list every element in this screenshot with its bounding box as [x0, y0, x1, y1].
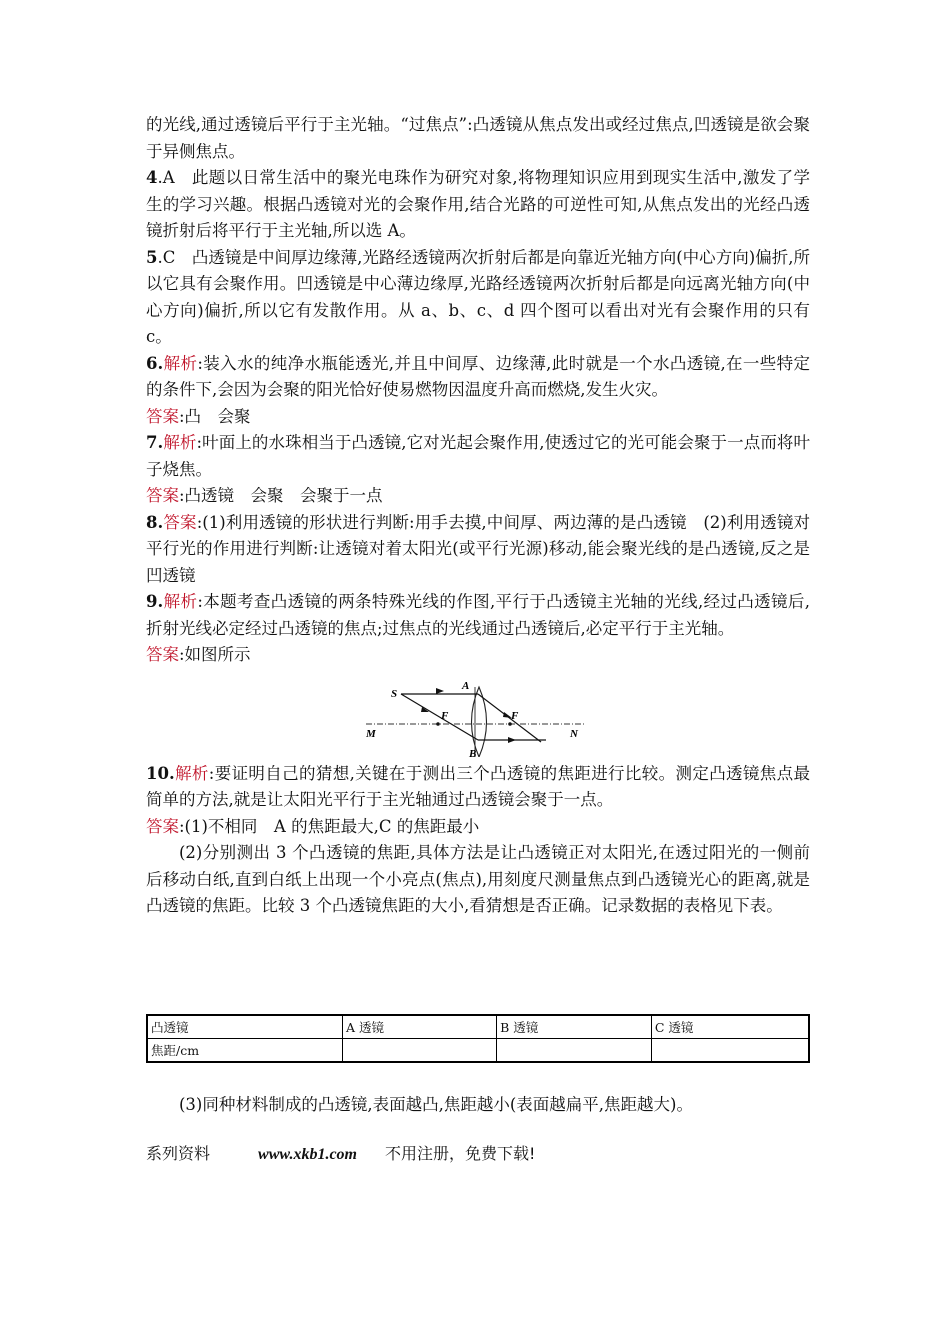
lens-ray-svg: [366, 679, 586, 757]
focal-length-table: [146, 1014, 810, 1063]
question-text: .C 凸透镜是中间厚边缘薄,光路经透镜两次折射后都是向靠近光轴方向(中心方向)偏折,所以它具有会聚作用。凹透镜是中心薄边缘厚,光路经透镜两次折射后都是向远离光轴方向(中心方向)偏折,所以它有发散作用。从 a、b、c、d 四个图可以看出对光有会聚作用的只有 c。: [146, 247, 810, 346]
analysis-label: 解析: [163, 592, 198, 611]
answer-label: 答案: [163, 512, 197, 532]
question-number: 10: [146, 763, 169, 783]
answer-text: :凸透镜 会聚 会聚于一点: [179, 486, 383, 505]
answer-10: [146, 814, 810, 841]
question-text: :装入水的纯净水瓶能透光,并且中间厚、边缘薄,此时就是一个水凸透镜,在一些特定的条件下,会因为会聚的阳光恰好使易燃物因温度升高而燃烧,发生火灾。: [146, 353, 811, 399]
table-cell: [497, 1039, 652, 1063]
table-header-cell: B 透镜: [497, 1015, 652, 1039]
arrow-icon: [508, 737, 516, 743]
question-number: 5: [146, 247, 158, 267]
question-9: 9.解析:本题考查凸透镜的两条特殊光线的作图,平行于凸透镜主光轴的光线,经过凸透镜后,折射光线必定经过凸透镜的焦点;过焦点的光线通过凸透镜后,必定平行于主光轴。: [146, 592, 811, 638]
question-number: 8: [146, 512, 158, 532]
label-b: B: [469, 747, 477, 757]
analysis-label: 解析: [174, 763, 209, 783]
answer-text: :(1)不相同 A 的焦距最大,C 的焦距最小: [179, 816, 480, 836]
answer-label: 答案: [146, 406, 179, 426]
footer-left: 系列资料: [146, 1144, 211, 1163]
answer-label: 答案: [146, 816, 179, 836]
question-text: :本题考查凸透镜的两条特殊光线的作图,平行于凸透镜主光轴的光线,经过凸透镜后,折射光线必定经过凸透镜的焦点;过焦点的光线通过凸透镜后,必定平行于主光轴。: [146, 592, 811, 638]
question-number: 9: [146, 592, 158, 611]
answer-10-part-2: (2)分别测出 3 个凸透镜的焦距,具体方法是让凸透镜正对太阳光,在透过阳光的一侧前后移动白纸,直到白纸上出现一个小亮点(焦点),用刻度尺测量焦点到凸透镜光心的距离,就是凸透镜的焦距。比较 3 个凸透镜焦距的大小,看猜想是否正确。记录数据的表格见下表。: [146, 843, 810, 915]
document-body: [146, 112, 810, 920]
question-text: :要证明自己的猜想,关键在于测出三个凸透镜的焦距进行比较。测定凸透镜焦点最简单的方法,就是让太阳光平行于主光轴通过凸透镜会聚于一点。: [146, 763, 810, 809]
question-text: :叶面上的水珠相当于凸透镜,它对光起会聚作用,使透过它的光可能会聚于一点而将叶子烧焦。: [146, 433, 810, 479]
table-cell: [343, 1039, 497, 1063]
question-4: [146, 165, 810, 245]
question-10: 10.解析:要证明自己的猜想,关键在于测出三个凸透镜的焦距进行比较。测定凸透镜焦点最简单的方法,就是让太阳光平行于主光轴通过凸透镜会聚于一点。: [146, 763, 810, 809]
convex-lens: [472, 687, 487, 757]
answer-6: [146, 404, 810, 431]
table-header-cell: 凸透镜: [147, 1015, 343, 1039]
table-header-row: [147, 1015, 809, 1039]
label-f-right: F: [511, 709, 519, 722]
question-5: [146, 245, 810, 351]
footer: [146, 1141, 810, 1164]
answer-label: 答案: [146, 486, 179, 505]
table-row-label: 焦距/cm: [147, 1039, 343, 1063]
arrow-icon: [436, 688, 444, 694]
answer-9: [146, 642, 810, 669]
answer-10-part-3: (3)同种材料制成的凸透镜,表面越凸,焦距越小(表面越扁平,焦距越大)。: [179, 1095, 693, 1114]
intro-paragraph: 的光线,通过透镜后平行于主光轴。“过焦点”:凸透镜从焦点发出或经过焦点,凹透镜是欲会聚于异侧焦点。: [146, 115, 810, 161]
focus-point-left: [436, 722, 440, 726]
question-7: 7.解析:叶面上的水珠相当于凸透镜,它对光起会聚作用,使透过它的光可能会聚于一点而将叶子烧焦。: [146, 433, 810, 479]
table-header-cell: C 透镜: [651, 1015, 809, 1039]
footer-right: 不用注册，免费下载!: [384, 1144, 536, 1163]
table-cell: [651, 1039, 809, 1063]
question-8: 8.答案:(1)利用透镜的形状进行判断:用手去摸,中间厚、两边薄的是凸透镜 (2)利用透镜对平行光的作用进行判断:让透镜对着太阳光(或平行光源)移动,能会聚光线的是凸透镜,反之是凹透镜: [146, 512, 811, 585]
table-header-cell: A 透镜: [343, 1015, 497, 1039]
footer-site-link[interactable]: www.xkb1.com: [258, 1146, 357, 1163]
question-number: 7: [146, 433, 158, 452]
question-6: 6.解析:装入水的纯净水瓶能透光,并且中间厚、边缘薄,此时就是一个水凸透镜,在一些特定的条件下,会因为会聚的阳光恰好使易燃物因温度升高而燃烧,发生火灾。: [146, 353, 811, 399]
label-n: N: [570, 727, 578, 740]
answer-label: 答案: [146, 645, 179, 664]
answer-text: :凸 会聚: [179, 406, 251, 426]
answer-7: [146, 483, 810, 510]
focus-point-right: [508, 722, 512, 726]
label-m: M: [366, 727, 376, 740]
answer-text: :如图所示: [179, 645, 251, 664]
lens-ray-diagram: [146, 679, 810, 757]
question-number: 6: [146, 353, 158, 373]
refracted-ray: [478, 694, 541, 742]
focal-ray: [401, 694, 478, 740]
analysis-label: 解析: [163, 353, 198, 373]
label-s: S: [391, 687, 398, 700]
table-row: [147, 1039, 809, 1063]
analysis-label: 解析: [163, 433, 197, 452]
answer-text: :(1)利用透镜的形状进行判断:用手去摸,中间厚、两边薄的是凸透镜 (2)利用透镜对平行光的作用进行判断:让透镜对着太阳光(或平行光源)移动,能会聚光线的是凸透镜,反之是凹透镜: [146, 512, 811, 585]
question-text: .A 此题以日常生活中的聚光电珠作为研究对象,将物理知识应用到现实生活中,激发了学生的学习兴趣。根据凸透镜对光的会聚作用,结合光路的可逆性可知,从焦点发出的光经凸透镜折射后将平行于主光轴,所以选 A。: [146, 168, 810, 240]
label-a: A: [462, 679, 470, 692]
question-number: 4: [146, 168, 158, 187]
label-f-left: F: [441, 709, 449, 722]
